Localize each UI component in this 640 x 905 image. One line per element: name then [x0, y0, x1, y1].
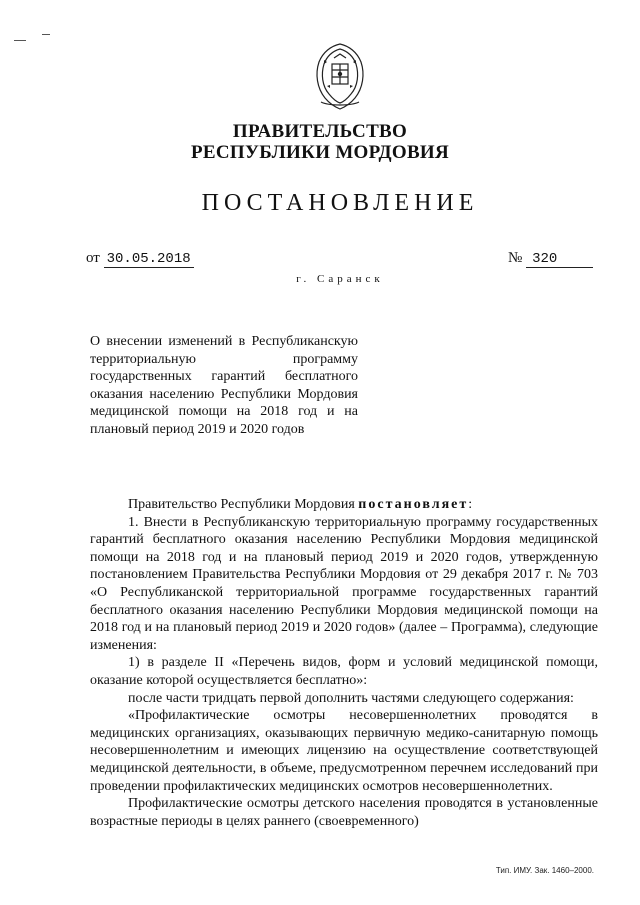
intro-text: Правительство Республики Мордовия	[128, 497, 355, 512]
date-prefix: от	[86, 250, 100, 266]
date-value: 30.05.2018	[104, 251, 194, 268]
document-subject: О внесении изменений в Республиканскую территориальную программу государственных гарантий бесплатного оказания населению Республики Мордовия медицинской помощи на 2018 год и на плановый период 2019 и 2020 годов	[90, 334, 358, 437]
intro-colon: :	[468, 497, 473, 512]
body-paragraph: 1. Внести в Республиканскую территориальную программу государственных гарантий бесплатного оказания населению Республики Мордовия медицинской помощи на 2018 год и на плановый период 2019 и 2020 годов, утвержденную постановлением Правительства Республики Мордовия от 29 декабря 2017 г. № 703 «О Республиканской территориальной программе государственных гарантий бесплатного оказания населению Республики Мордовия медицинской помощи на 2018 год и на плановый период 2019 и 2020 годов» (далее – Программа), следующие изменения:	[90, 514, 598, 653]
number-value: 320	[526, 251, 593, 268]
government-name-line1: ПРАВИТЕЛЬСТВО	[232, 121, 408, 142]
number-prefix: №	[508, 250, 523, 266]
document-body	[90, 496, 598, 830]
scan-mark	[42, 34, 50, 35]
scan-mark	[14, 40, 26, 41]
resolution-intro	[90, 496, 598, 514]
document-date	[86, 250, 194, 268]
government-name-line2: РЕСПУБЛИКИ МОРДОВИЯ	[190, 142, 450, 163]
document-number	[508, 250, 593, 268]
body-paragraph: 1) в разделе II «Перечень видов, форм и условий медицинской помощи, оказание которой осуществляется бесплатно»:	[90, 655, 598, 688]
intro-keyword: постановляет	[358, 497, 469, 512]
body-paragraph: Профилактические осмотры детского населения проводятся в установленные возрастные периоды в целях раннего (своевременного)	[90, 796, 598, 829]
body-paragraph: после части тридцать первой дополнить частями следующего содержания:	[128, 690, 574, 706]
city-line: г. Саранск	[296, 273, 384, 285]
coat-of-arms-emblem	[309, 40, 371, 112]
print-footer: Тип. ИМУ. Зак. 1460–2000.	[495, 866, 594, 875]
body-paragraph: «Профилактические осмотры несовершеннолетних проводятся в медицинских организациях, оказывающих первичную медико-санитарную помощь несовершеннолетним и имеющих лицензию на осуществление соответствующей медицинской деятельности, в объеме, предусмотренном перечнем исследований при проведении профилактических медицинских осмотров несовершеннолетних.	[90, 708, 598, 794]
document-type-title: ПОСТАНОВЛЕНИЕ	[201, 190, 479, 216]
